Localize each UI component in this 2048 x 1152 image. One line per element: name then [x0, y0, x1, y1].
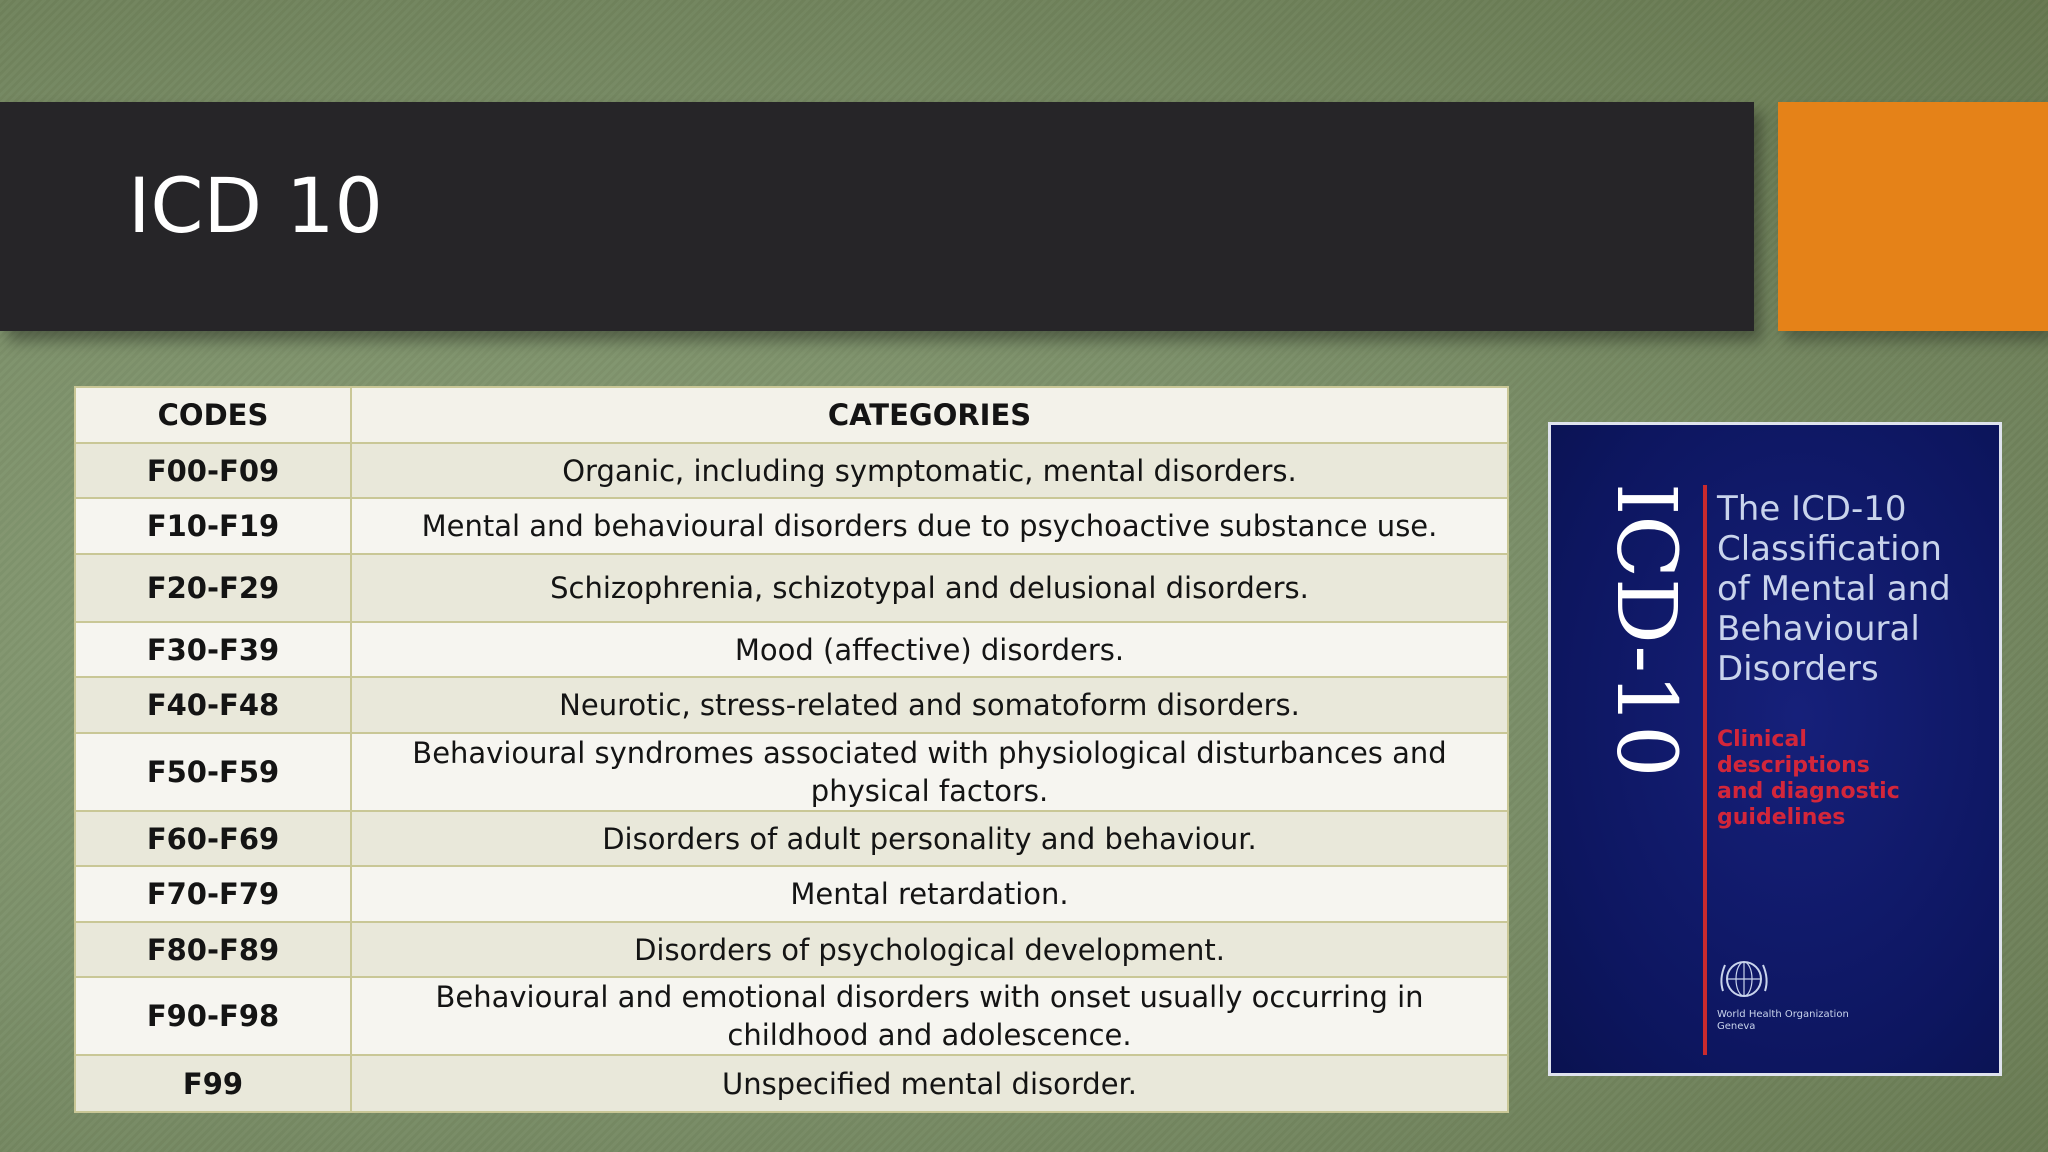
- accent-block: [1778, 102, 2048, 331]
- table-row: [75, 554, 1508, 622]
- category-cell: Mental and behavioural disorders due to psychoactive substance use.: [351, 498, 1508, 554]
- category-cell: Organic, including symptomatic, mental disorders.: [351, 443, 1508, 498]
- table-row: [75, 866, 1508, 922]
- book-spine-title: ICD-10: [1598, 483, 1693, 778]
- table-row: [75, 443, 1508, 498]
- table-row: [75, 811, 1508, 866]
- book-subtitle: [1717, 727, 1900, 831]
- book-title-line: of Mental and: [1717, 569, 1951, 609]
- book-title-line: Behavioural: [1717, 609, 1920, 649]
- code-cell: F10-F19: [75, 498, 351, 554]
- category-cell: Mental retardation.: [351, 866, 1508, 922]
- category-cell: Behavioural syndromes associated with physiological disturbances and physical factors.: [351, 733, 1508, 811]
- category-cell: Neurotic, stress-related and somatoform disorders.: [351, 677, 1508, 733]
- table-row: [75, 498, 1508, 554]
- table-row: [75, 977, 1508, 1055]
- book-subtitle-line: and diagnostic: [1717, 779, 1900, 804]
- book-publisher-line: World Health Organization: [1717, 1009, 1849, 1020]
- book-title-line: Classification: [1717, 529, 1942, 569]
- book-red-rule: [1703, 485, 1707, 1055]
- book-title-line: The ICD-10: [1717, 489, 1907, 529]
- icd-table-container: [74, 386, 1509, 1109]
- header-categories: CATEGORIES: [351, 387, 1508, 443]
- code-cell: F30-F39: [75, 622, 351, 677]
- category-cell: Disorders of psychological development.: [351, 922, 1508, 977]
- book-title: [1717, 489, 1951, 689]
- slide-title: ICD 10: [128, 161, 383, 250]
- category-cell: Mood (affective) disorders.: [351, 622, 1508, 677]
- code-cell: F90-F98: [75, 977, 351, 1055]
- book-subtitle-line: descriptions: [1717, 753, 1870, 778]
- category-cell: Behavioural and emotional disorders with onset usually occurring in childhood and adolescence.: [351, 977, 1508, 1055]
- code-cell: F40-F48: [75, 677, 351, 733]
- code-cell: F20-F29: [75, 554, 351, 622]
- table-row: [75, 622, 1508, 677]
- category-cell: Schizophrenia, schizotypal and delusional disorders.: [351, 554, 1508, 622]
- book-title-line: Disorders: [1717, 649, 1879, 689]
- code-cell: F50-F59: [75, 733, 351, 811]
- category-cell: Unspecified mental disorder.: [351, 1055, 1508, 1112]
- icd10-book-cover: [1548, 422, 2002, 1076]
- table-header-row: [75, 387, 1508, 443]
- icd-codes-table: [74, 386, 1509, 1113]
- book-subtitle-line: Clinical: [1717, 727, 1807, 752]
- book-publisher-line: Geneva: [1717, 1021, 1756, 1032]
- header-codes: CODES: [75, 387, 351, 443]
- code-cell: F60-F69: [75, 811, 351, 866]
- code-cell: F00-F09: [75, 443, 351, 498]
- table-row: [75, 677, 1508, 733]
- book-publisher: [1717, 1009, 1849, 1033]
- category-cell: Disorders of adult personality and behaviour.: [351, 811, 1508, 866]
- code-cell: F99: [75, 1055, 351, 1112]
- table-row: [75, 1055, 1508, 1112]
- code-cell: F80-F89: [75, 922, 351, 977]
- code-cell: F70-F79: [75, 866, 351, 922]
- book-subtitle-line: guidelines: [1717, 805, 1846, 830]
- table-row: [75, 733, 1508, 811]
- who-emblem-icon: [1717, 955, 1771, 1003]
- table-row: [75, 922, 1508, 977]
